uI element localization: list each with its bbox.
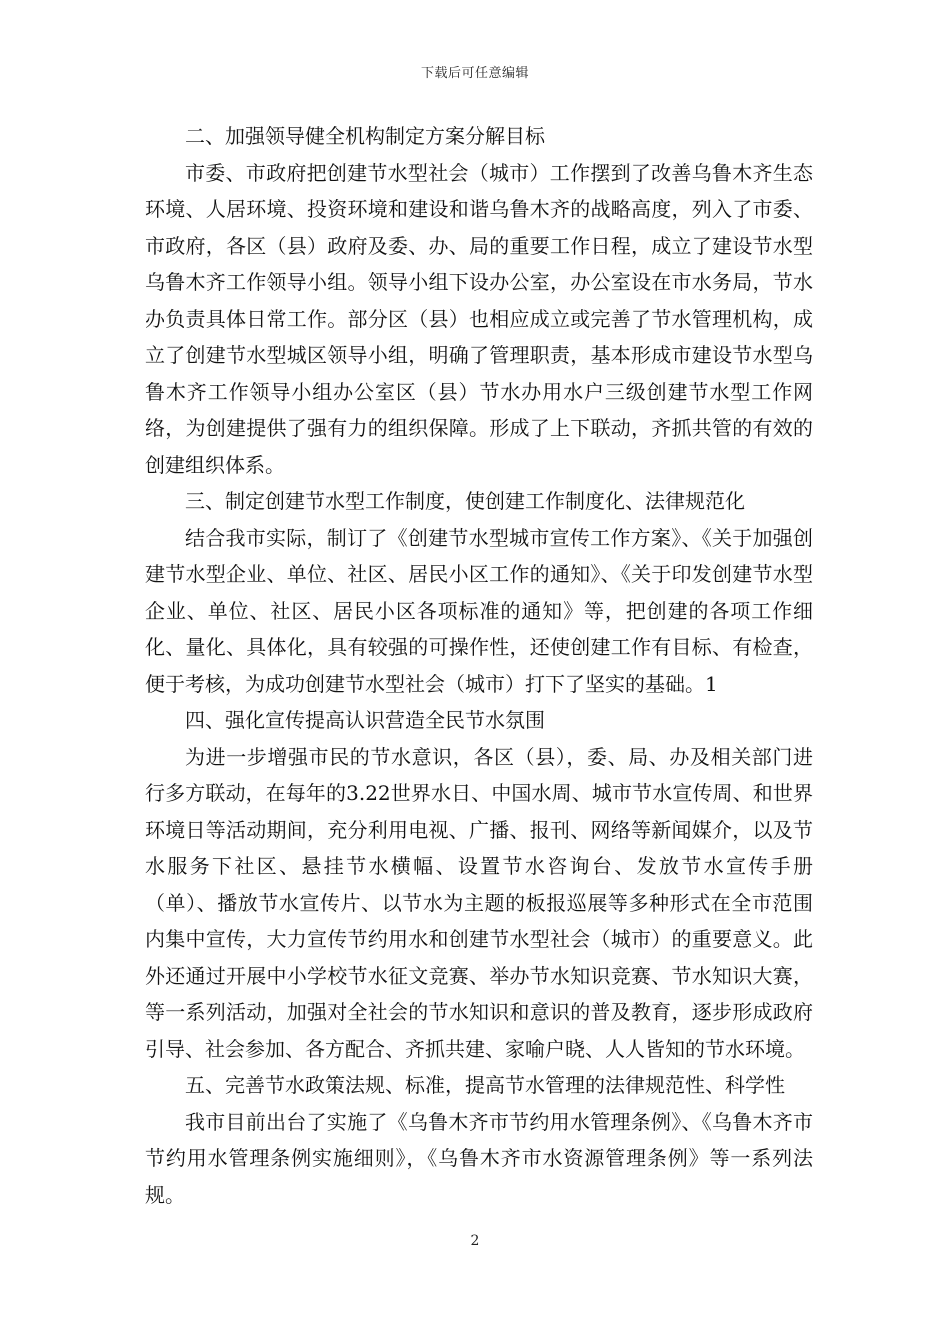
page-header: 下载后可任意编辑 [420, 66, 529, 81]
section-heading-5: 五、完善节水政策法规、标准，提高节水管理的法律规范性、科学性 [185, 1073, 785, 1097]
paragraph-publicity: 为进一步增强市民的节水意识，各区（县），委、局、办及相关部门进行多方联动，在每年的3.22世界水日、中国水周、城市节水宣传周、和世界环境日等活动期间，充分利用电视、广播、报刊、网络等新闻媒介，以及节水服务下社区、悬挂节水横幅、设置节水咨询台、发放节水宣传手册（单）、播放节水宣传片、以节水为主题的板报巡展等多种形式在全市范围内集中宣传，大力宣传节约用水和创建节水型社会（城市）的重要意义。此外还通过开展中小学校节水征文竞赛、举办节水知识竞赛、节水知识大赛，等一系列活动，加强对全社会的节水知识和意识的普及教育，逐步形成政府引导、社会参加、各方配合、齐抓共建、家喻户晓、人人皆知的节水环境。 [145, 744, 813, 1061]
document-body [145, 118, 813, 1213]
page-number: 2 [470, 1233, 480, 1249]
section-heading-4: 四、强化宣传提高认识营造全民节水氛围 [185, 708, 545, 732]
paragraph-regulations: 结合我市实际，制订了《创建节水型城市宣传工作方案》、《关于加强创建节水型企业、单位、社区、居民小区工作的通知》、《关于印发创建节水型企业、单位、社区、居民小区各项标准的通知》等，把创建的各项工作细化、量化、具体化，具有较强的可操作性，还使创建工作有目标、有检查，便于考核，为成功创建节水型社会（城市）打下了坚实的基础。1 [145, 525, 813, 696]
section-heading-2: 二、加强领导健全机构制定方案分解目标 [185, 124, 545, 148]
section-heading-3: 三、制定创建节水型工作制度，使创建工作制度化、法律规范化 [185, 489, 745, 513]
paragraph-organization: 市委、市政府把创建节水型社会（城市）工作摆到了改善乌鲁木齐生态环境、人居环境、投资环境和建设和谐乌鲁木齐的战略高度，列入了市委、市政府，各区（县）政府及委、办、局的重要工作日程，成立了建设节水型乌鲁木齐工作领导小组。领导小组下设办公室，办公室设在市水务局，节水办负责具体日常工作。部分区（县）也相应成立或完善了节水管理机构，成立了创建节水型城区领导小组，明确了管理职责，基本形成市建设节水型乌鲁木齐工作领导小组办公室区（县）节水办用水户三级创建节水型工作网络，为创建提供了强有力的组织保障。形成了上下联动，齐抓共管的有效的创建组织体系。 [145, 160, 813, 477]
paragraph-policy: 我市目前出台了实施了《乌鲁木齐市节约用水管理条例》、《乌鲁木齐市节约用水管理条例实施细则》，《乌鲁木齐市水资源管理条例》等一系列法规。 [145, 1109, 813, 1207]
